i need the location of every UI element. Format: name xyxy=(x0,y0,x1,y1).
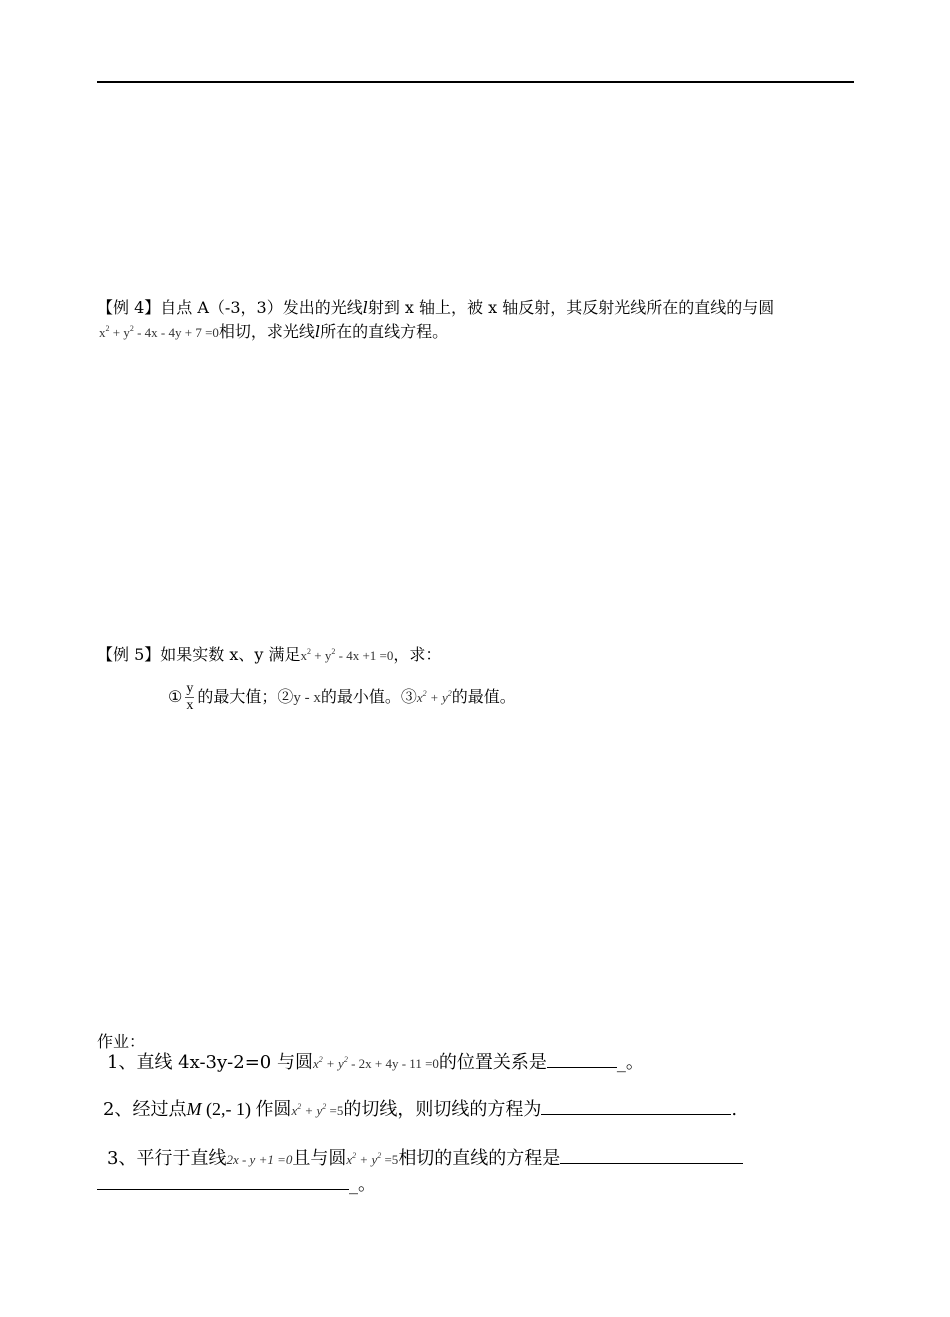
example-4-label: 【例 4】 xyxy=(97,298,161,317)
example-5-line-2 xyxy=(168,680,516,715)
answer-blank-3b[interactable] xyxy=(97,1175,349,1190)
homework-2-equation: $x^2 + y^2 =5$ xyxy=(291,1102,344,1118)
homework-2-point: (2,- 1) xyxy=(201,1099,256,1119)
homework-item-1: 1、直线 4x-3y-2=0 与圆$x^2 + y^2 - 2x + 4y - 11 =0$的位置关系是 _。 xyxy=(107,1052,644,1073)
homework-title: 作业： xyxy=(97,1032,146,1051)
example-5-line-1 xyxy=(97,645,441,666)
example-4-text-3: 相切，求光线 xyxy=(218,322,315,341)
example-5-q1-mark: ① xyxy=(168,687,183,706)
answer-blank-1[interactable] xyxy=(547,1053,617,1068)
example-5-fraction: $\frac{y}{x}$ xyxy=(186,681,194,713)
header-rule xyxy=(97,81,854,83)
example-5-text-2: ，求： xyxy=(393,645,442,664)
example-4-text-2: 射到 x 轴上，被 x 轴反射，其反射光线所在的直线的与圆 xyxy=(367,298,775,317)
example-4-line-2 xyxy=(99,322,448,343)
example-4-line-1 xyxy=(97,298,774,318)
example-4-l-2: l xyxy=(314,322,321,341)
homework-2-point-M: M xyxy=(186,1099,202,1119)
homework-item-3: 3、平行于直线2x - y +1 =0且与圆$x^2 + y^2 =5$相切的直线的方程是 xyxy=(107,1148,743,1171)
example-5-equation: $x^2 + y^2 - 4x +1 =0$ xyxy=(300,647,394,663)
example-4-text-1: 自点 A（-3，3）发出的光线 xyxy=(160,298,363,317)
example-5-q3-expr: $x^2 + y^2$ xyxy=(416,689,452,705)
example-4-text-4: 所在的直线方程。 xyxy=(320,322,449,341)
example-5-q2-tail: 的最小值。③ xyxy=(320,687,417,706)
example-5-text-1: 如果实数 x、y 满足 xyxy=(160,645,301,664)
example-5-q1-tail: 的最大值；② xyxy=(197,687,294,706)
answer-blank-2[interactable] xyxy=(541,1100,731,1115)
example-5-label: 【例 5】 xyxy=(97,645,161,664)
homework-3-line-equation: 2x - y +1 =0 xyxy=(226,1152,293,1167)
example-5-q2-expr: y - x xyxy=(293,690,321,706)
homework-item-2: 2、经过点M (2,- 1) 作圆$x^2 + y^2 =5$的切线，则切线的方程为 . xyxy=(103,1099,738,1120)
homework-3-circle-equation: $x^2 + y^2 =5$ xyxy=(346,1151,399,1167)
example-4-l: l xyxy=(362,298,368,317)
homework-1-equation: $x^2 + y^2 - 2x + 4y - 11 =0$ xyxy=(312,1055,439,1071)
example-5-q3-tail: 的最值。 xyxy=(451,687,516,706)
answer-blank-3a[interactable] xyxy=(560,1149,743,1164)
example-4-equation: $x^2 + y^2 - 4x - 4y + 7 =0$ xyxy=(99,324,219,340)
homework-item-3-continued: _。 xyxy=(97,1174,376,1196)
